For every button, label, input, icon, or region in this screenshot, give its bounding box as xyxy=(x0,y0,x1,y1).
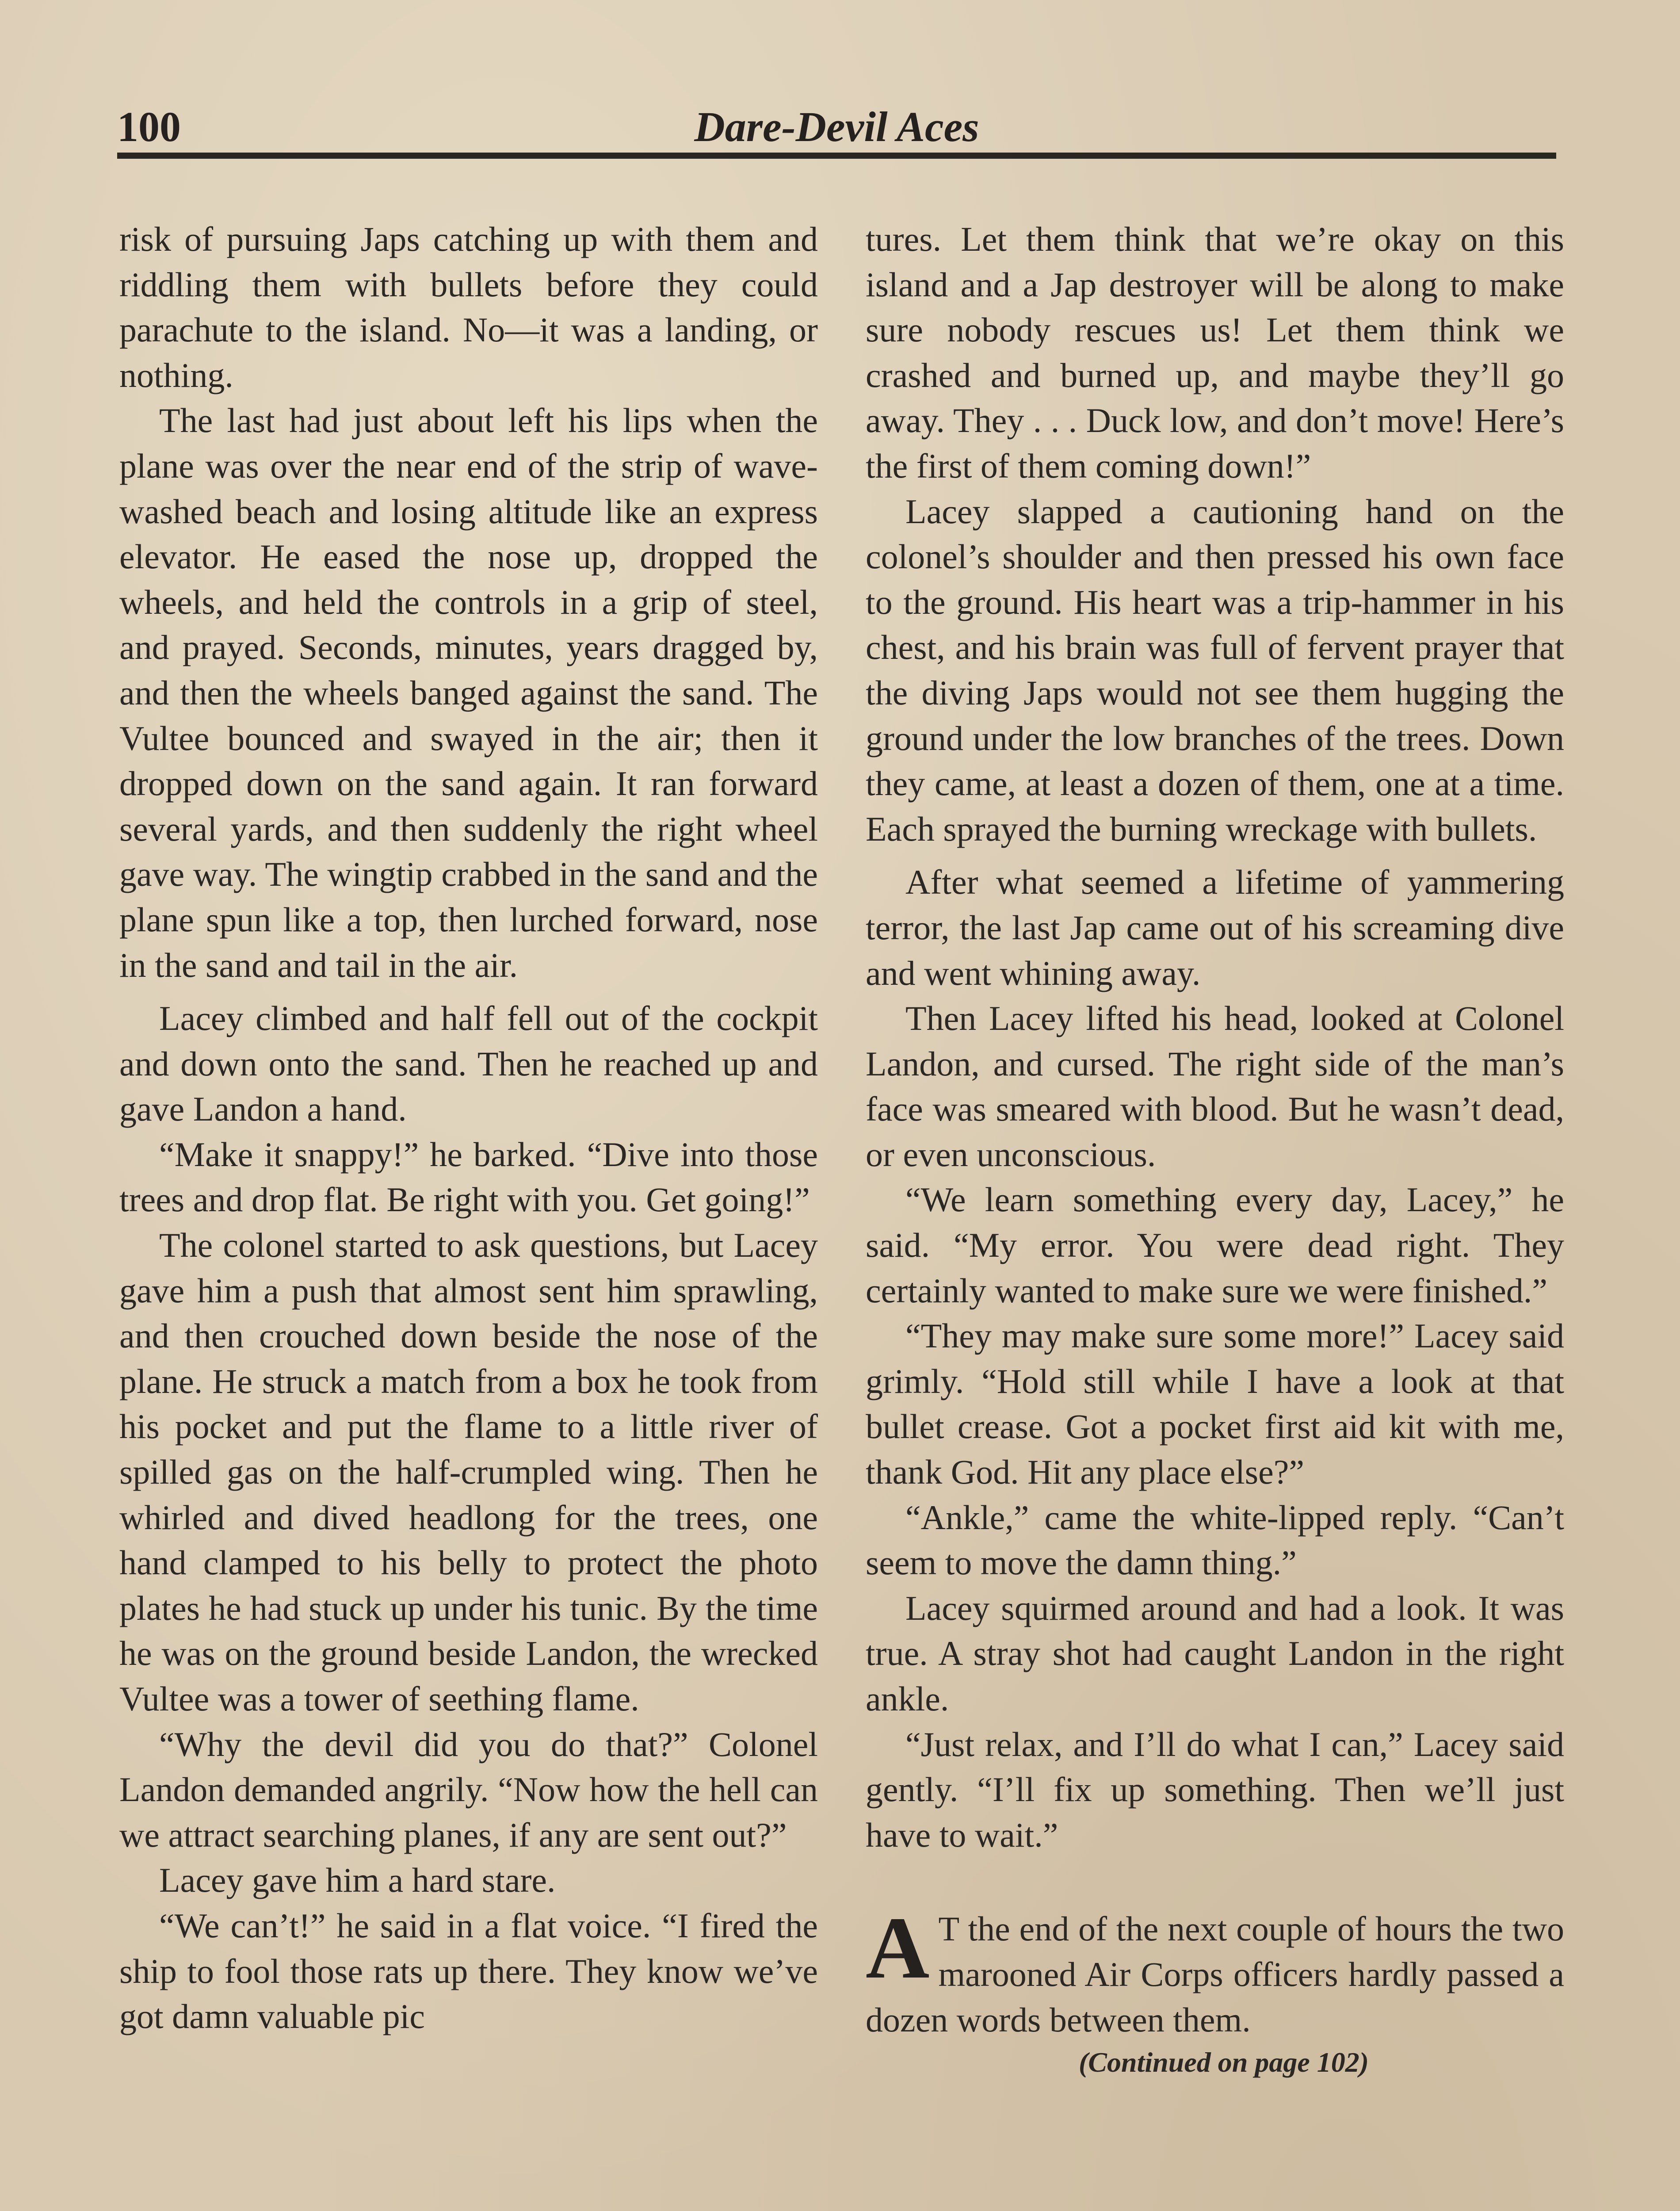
paragraph: Lacey gave him a hard stare. xyxy=(159,1861,556,1900)
paragraph: risk of pursuing Japs catching up with them and riddling them with bullets before they could parachute to the island. No—it was a landing, or nothing. xyxy=(119,220,818,394)
paragraph: Lacey slapped a cautioning hand on the colonel’s shoulder and then pressed his own face to the ground. His heart was a trip-hammer in his chest, and his brain was full of fervent prayer that the diving Japs would not see them hugging the ground under the low branches of the trees. Down they came, at least a dozen of them, one at a time. Each sprayed the burning wreckage with bullets. xyxy=(866,492,1564,848)
paragraph: Lacey climbed and half fell out of the cockpit and down onto the sand. Then he reached up and gave Landon a hand. xyxy=(119,999,818,1128)
paragraph: tures. Let them think that we’re okay on this island and a Jap destroyer will be along to make sure nobody rescues us! Let them think we crashed and burned up, and maybe they’ll go away. They . . . Duck low, and don’t move! Here’s the first of them coming down!” xyxy=(866,220,1564,485)
page-header xyxy=(117,103,1556,160)
drop-cap: A xyxy=(866,1899,930,1997)
left-column xyxy=(119,217,818,2039)
header-rule xyxy=(117,153,1556,159)
paragraph: “We learn something every day, Lacey,” he said. “My error. You were dead right. They certainly wanted to make sure we were finished.” xyxy=(866,1180,1564,1310)
paragraph: After what seemed a lifetime of yammering terror, the last Jap came out of his screaming dive and went whining away. xyxy=(866,863,1564,992)
paragraph: “They may make sure some more!” Lacey said grimly. “Hold still while I have a look at that bullet crease. Got a pocket first aid kit with me, thank God. Hit any place else?” xyxy=(866,1316,1564,1492)
paragraph: “Just relax, and I’ll do what I can,” Lacey said gently. “I’ll fix up something. Then we’ll just have to wait.” xyxy=(866,1725,1564,1854)
right-column xyxy=(866,217,1564,2082)
paragraph: “Why the devil did you do that?” Colonel Landon demanded angrily. “Now how the hell can we attract searching planes, if any are sent out?” xyxy=(119,1725,818,1854)
paragraph: Then Lacey lifted his head, looked at Colonel Landon, and cursed. The right side of the man’s face was smeared with blood. But he wasn’t dead, or even unconscious. xyxy=(866,999,1564,1174)
running-title: Dare-Devil Aces xyxy=(694,103,979,150)
section-opening-paragraph xyxy=(866,1899,1564,2043)
paragraph: Lacey squirmed around and had a look. It was true. A stray shot had caught Landon in the right ankle. xyxy=(866,1588,1564,1718)
paragraph: “Ankle,” came the white-lipped reply. “Can’t seem to move the damn thing.” xyxy=(866,1498,1564,1582)
continued-note: (Continued on page 102) xyxy=(1078,2047,1369,2078)
paragraph-text: T the end of the next couple of hours the two marooned Air Corps officers hardly passed a dozen words between them. xyxy=(866,1909,1564,2039)
paragraph: The last had just about left his lips when the plane was over the near end of the strip of wave-washed beach and losing altitude like an express elevator. He eased the nose up, dropped the wheels, and held the controls in a grip of steel, and prayed. Seconds, minutes, years dragged by, and then the wheels banged against the sand. The Vultee bounced and swayed in the air; then it dropped down on the sand again. It ran forward several yards, and then suddenly the right wheel gave way. The wingtip crabbed in the sand and the plane spun like a top, then lurched forward, nose in the sand and tail in the air. xyxy=(119,401,818,984)
paragraph: “Make it snappy!” he barked. “Dive into those trees and drop flat. Be right with you. Get going!” xyxy=(119,1135,818,1219)
page-number: 100 xyxy=(117,103,181,150)
paragraph: The colonel started to ask questions, but Lacey gave him a push that almost sent him sprawling, and then crouched down beside the nose of the plane. He struck a match from a box he took from his pocket and put the flame to a little river of spilled gas on the half-crumpled wing. Then he whirled and dived headlong for the trees, one hand clamped to his belly to protect the photo plates he had stuck up under his tunic. By the time he was on the ground beside Landon, the wrecked Vultee was a tower of seething flame. xyxy=(119,1226,818,1718)
paragraph: “We can’t!” he said in a flat voice. “I fired the ship to fool those rats up there. They know we’ve got damn valuable pic xyxy=(119,1906,818,2036)
